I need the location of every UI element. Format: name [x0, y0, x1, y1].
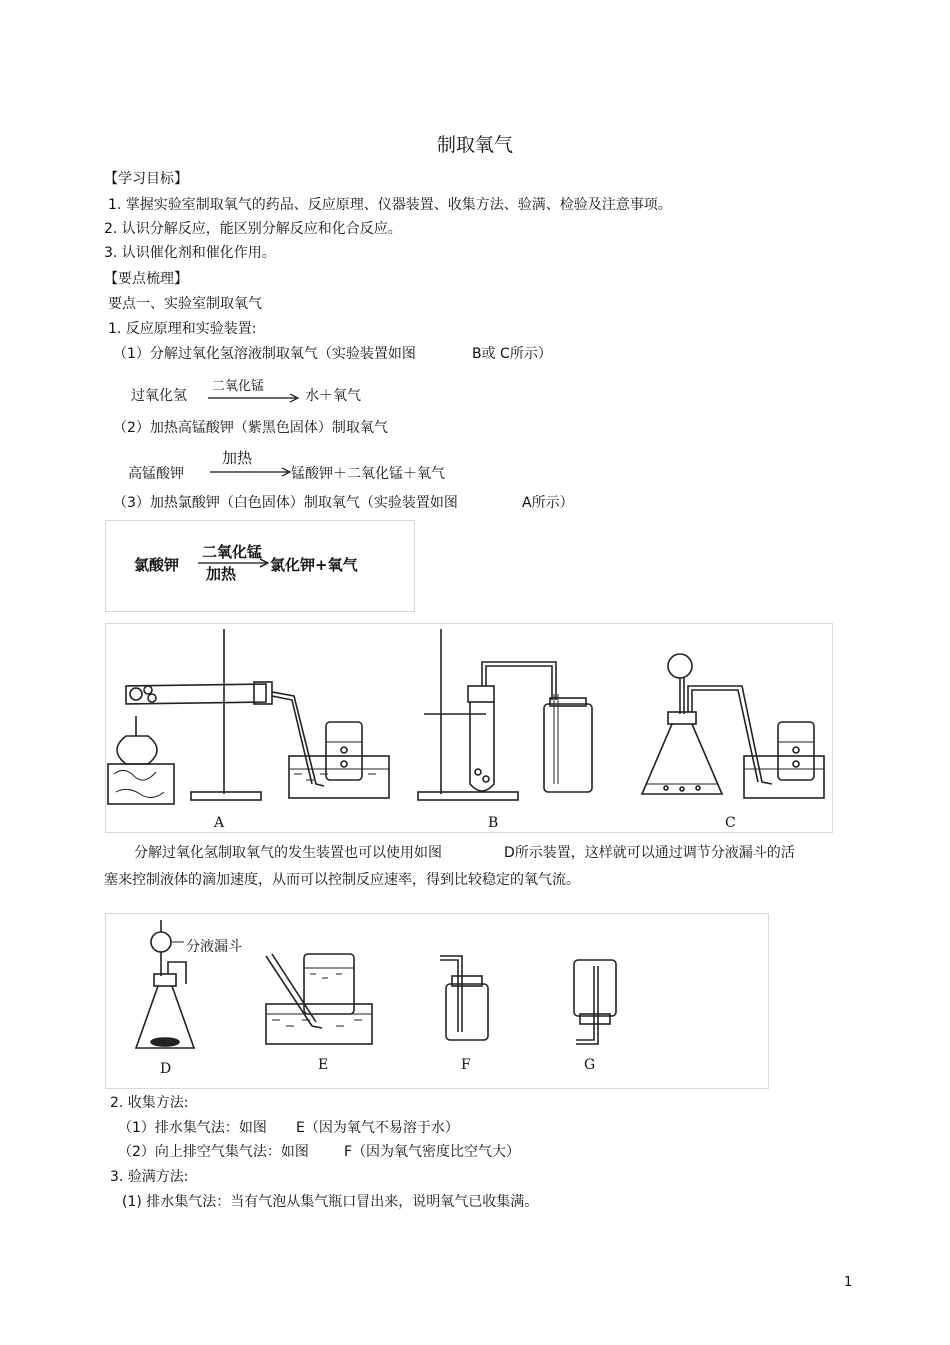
paragraph-d-text: 分解过氧化氢制取氧气的发生装置也可以使用如图	[134, 845, 442, 861]
figure-label-a: A	[214, 815, 225, 831]
figure-label-f: F	[461, 1057, 471, 1073]
eq2-arrow	[210, 467, 292, 477]
collect-1-text: （1）排水集气法：如图	[118, 1120, 267, 1136]
paragraph-d-continuation: 塞来控制液体的滴加速度，从而可以控制反应速率，得到比较稳定的氧气流。	[104, 872, 580, 888]
eq2-product: 锰酸钾＋二氧化锰＋氧气	[291, 466, 445, 482]
eq2-reactant: 高锰酸钾	[128, 466, 184, 482]
figure-label-b: B	[488, 815, 499, 831]
eq3-product: 氯化钾+氧气	[270, 556, 358, 574]
goal-1: 1. 掌握实验室制取氧气的药品、反应原理、仪器装置、收集方法、验满、检验及注意事项。	[108, 197, 672, 213]
item-3-text: （3）加热氯酸钾（白色固体）制取氧气（实验装置如图	[113, 495, 458, 511]
section-heading-goals: 【学习目标】	[104, 171, 188, 187]
item-2-text: （2）加热高锰酸钾（紫黑色固体）制取氧气	[113, 420, 388, 436]
goal-3: 3. 认识催化剂和催化作用。	[104, 245, 276, 261]
collect-2-text: （2）向上排空气集气法：如图	[118, 1144, 309, 1160]
eq3-reactant: 氯酸钾	[134, 556, 180, 574]
apparatus-abc-drawing	[106, 624, 832, 832]
check-1-text: (1) 排水集气法：当有气泡从集气瓶口冒出来，说明氧气已收集满。	[122, 1194, 539, 1210]
eq1-reactant: 过氧化氢	[131, 388, 187, 404]
collect-2-ref: F（因为氧气密度比空气大）	[344, 1144, 521, 1160]
subheading-3: 3. 验满方法:	[110, 1169, 189, 1185]
paragraph-d-ref: D所示装置，这样就可以通过调节分液漏斗的活	[504, 845, 795, 861]
funnel-label: 分液漏斗	[186, 939, 242, 955]
section-heading-points: 【要点梳理】	[104, 271, 188, 287]
page-number: 1	[844, 1275, 853, 1290]
subheading-1: 1. 反应原理和实验装置:	[108, 321, 257, 337]
figure-apparatus-defg	[105, 913, 769, 1089]
eq1-arrow	[208, 393, 300, 403]
item-1-text: （1）分解过氧化氢溶液制取氧气（实验装置如图	[113, 346, 416, 362]
figure-label-g: G	[584, 1057, 596, 1073]
figure-apparatus-abc	[105, 623, 833, 833]
eq2-condition: 加热	[222, 449, 253, 467]
eq3-condition-bottom: 加热	[206, 565, 237, 583]
collect-1-ref: E（因为氧气不易溶于水）	[296, 1120, 459, 1136]
equation-3-image	[105, 520, 415, 612]
eq3-condition-top: 二氧化锰	[202, 543, 263, 561]
figure-label-e: E	[318, 1057, 329, 1073]
item-3-ref: A所示）	[522, 495, 574, 511]
item-1-ref: B或 C所示）	[472, 346, 552, 362]
eq1-product: 水＋氧气	[305, 388, 361, 404]
point-1-heading: 要点一、实验室制取氧气	[108, 296, 262, 312]
figure-label-c: C	[725, 815, 736, 831]
eq1-condition: 二氧化锰	[212, 379, 265, 394]
goal-2: 2. 认识分解反应，能区别分解反应和化合反应。	[104, 221, 402, 237]
subheading-2: 2. 收集方法:	[110, 1095, 189, 1111]
figure-label-d: D	[160, 1061, 172, 1077]
page-title: 制取氧气	[436, 134, 513, 156]
